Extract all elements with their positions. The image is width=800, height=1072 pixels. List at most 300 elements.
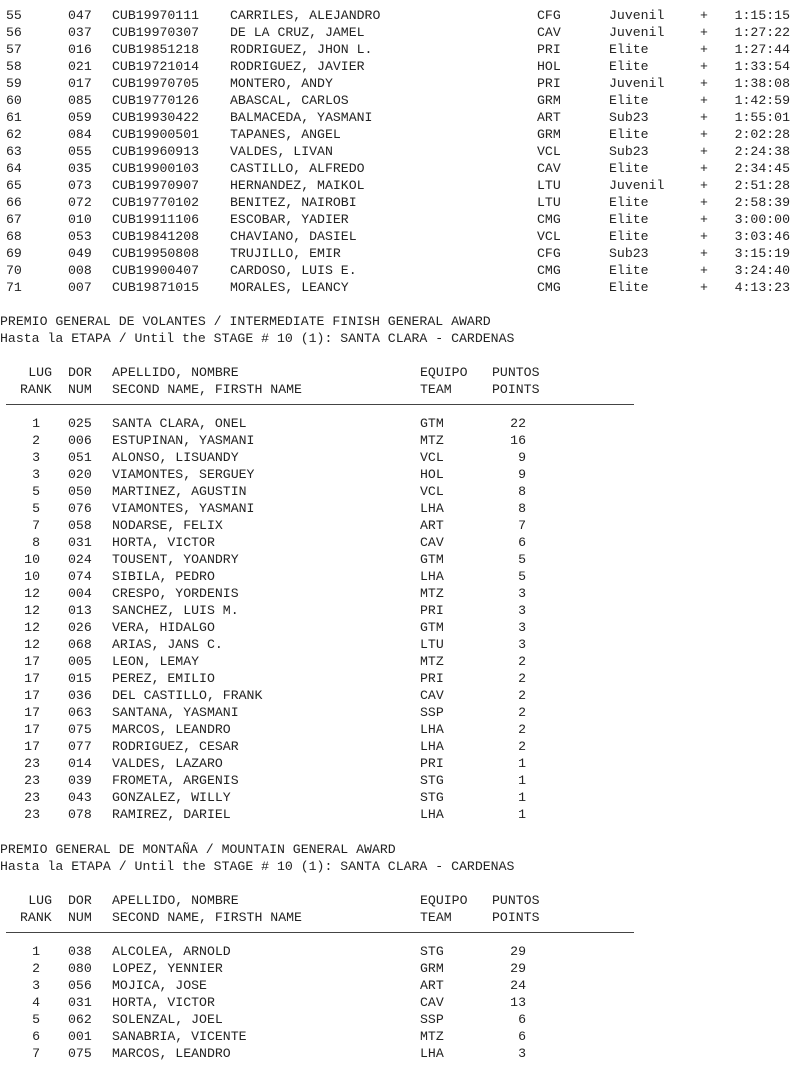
table-row	[0, 177, 800, 194]
name-cell: CRESPO, YORDENIS	[112, 586, 239, 601]
plus-sign: +	[700, 59, 708, 74]
volantes-title: PREMIO GENERAL DE VOLANTES / INTERMEDIATE FINISH GENERAL AWARD	[0, 314, 491, 329]
points-cell: 7	[518, 518, 526, 533]
name-cell: SANTANA, YASMANI	[112, 705, 239, 720]
col-dor: DOR	[68, 365, 92, 380]
time-gap-cell: 4:13:23	[734, 280, 790, 295]
col-team: EQUIPO	[420, 893, 468, 908]
rank-cell: 7	[32, 1046, 40, 1061]
name-cell: ARIAS, JANS C.	[112, 637, 223, 652]
rank-cell: 1	[32, 944, 40, 959]
name-cell: BALMACEDA, YASMANI	[230, 110, 373, 125]
bib-cell: 084	[68, 127, 92, 142]
col-num: NUM	[68, 910, 92, 925]
col-name: APELLIDO, NOMBRE	[112, 893, 239, 908]
plus-sign: +	[700, 263, 708, 278]
rank-cell: 63	[6, 144, 22, 159]
name-cell: LOPEZ, YENNIER	[112, 961, 223, 976]
table-row	[0, 1045, 800, 1062]
team-cell: SSP	[420, 705, 444, 720]
uci-id-cell: CUB19871015	[112, 280, 200, 295]
rank-cell: 17	[24, 654, 40, 669]
category-cell: Elite	[609, 195, 649, 210]
points-cell: 22	[510, 416, 526, 431]
team-cell: CMG	[537, 212, 561, 227]
uci-id-cell: CUB19721014	[112, 59, 200, 74]
bib-cell: 053	[68, 229, 92, 244]
points-cell: 6	[518, 1012, 526, 1027]
category-cell: Juvenil	[609, 25, 665, 40]
table-row	[0, 568, 800, 585]
col-name-en: SECOND NAME, FIRSTH NAME	[112, 910, 302, 925]
category-cell: Elite	[609, 42, 649, 57]
rank-cell: 60	[6, 93, 22, 108]
rank-cell: 12	[24, 603, 40, 618]
category-cell: Elite	[609, 212, 649, 227]
points-cell: 8	[518, 484, 526, 499]
team-cell: LHA	[420, 501, 444, 516]
team-cell: LTU	[420, 637, 444, 652]
table-row	[0, 466, 800, 483]
plus-sign: +	[700, 212, 708, 227]
bib-cell: 016	[68, 42, 92, 57]
time-gap-cell: 3:24:40	[734, 263, 790, 278]
rank-cell: 1	[32, 416, 40, 431]
plus-sign: +	[700, 25, 708, 40]
points-cell: 29	[510, 944, 526, 959]
points-cell: 2	[518, 654, 526, 669]
team-cell: PRI	[537, 76, 561, 91]
points-cell: 1	[518, 807, 526, 822]
bib-cell: 007	[68, 280, 92, 295]
name-cell: ALCOLEA, ARNOLD	[112, 944, 231, 959]
name-cell: MARCOS, LEANDRO	[112, 722, 231, 737]
plus-sign: +	[700, 93, 708, 108]
bib-cell: 056	[68, 978, 92, 993]
points-cell: 5	[518, 552, 526, 567]
name-cell: RODRIGUEZ, JAVIER	[230, 59, 365, 74]
team-cell: CMG	[537, 280, 561, 295]
plus-sign: +	[700, 178, 708, 193]
table-row	[0, 279, 800, 296]
name-cell: VIAMONTES, SERGUEY	[112, 467, 255, 482]
bib-cell: 050	[68, 484, 92, 499]
team-cell: PRI	[420, 603, 444, 618]
name-cell: CASTILLO, ALFREDO	[230, 161, 365, 176]
table-row	[0, 738, 800, 755]
category-cell: Juvenil	[609, 8, 665, 23]
col-team-en: TEAM	[420, 382, 452, 397]
rank-cell: 69	[6, 246, 22, 261]
team-cell: MTZ	[420, 433, 444, 448]
table-row	[0, 228, 800, 245]
name-cell: HORTA, VICTOR	[112, 535, 215, 550]
points-cell: 24	[510, 978, 526, 993]
uci-id-cell: CUB19970705	[112, 76, 200, 91]
time-gap-cell: 1:15:15	[734, 8, 790, 23]
points-cell: 9	[518, 450, 526, 465]
uci-id-cell: CUB19911106	[112, 212, 200, 227]
points-cell: 1	[518, 756, 526, 771]
uci-id-cell: CUB19770126	[112, 93, 200, 108]
uci-id-cell: CUB19930422	[112, 110, 200, 125]
col-team-en: TEAM	[420, 910, 452, 925]
team-cell: LTU	[537, 195, 561, 210]
name-cell: ESTUPINAN, YASMANI	[112, 433, 255, 448]
bib-cell: 025	[68, 416, 92, 431]
points-cell: 3	[518, 637, 526, 652]
rank-cell: 68	[6, 229, 22, 244]
name-cell: VERA, HIDALGO	[112, 620, 215, 635]
category-cell: Juvenil	[609, 178, 665, 193]
bib-cell: 078	[68, 807, 92, 822]
table-row	[0, 551, 800, 568]
name-cell: RAMIREZ, DARIEL	[112, 807, 231, 822]
bib-cell: 015	[68, 671, 92, 686]
plus-sign: +	[700, 195, 708, 210]
rank-cell: 17	[24, 705, 40, 720]
team-cell: LHA	[420, 1046, 444, 1061]
bib-cell: 051	[68, 450, 92, 465]
category-cell: Sub23	[609, 144, 649, 159]
points-cell: 3	[518, 603, 526, 618]
points-cell: 3	[518, 586, 526, 601]
name-cell: GONZALEZ, WILLY	[112, 790, 231, 805]
team-cell: GRM	[537, 93, 561, 108]
points-cell: 1	[518, 790, 526, 805]
rank-cell: 3	[32, 467, 40, 482]
bib-cell: 004	[68, 586, 92, 601]
table-row	[0, 109, 800, 126]
team-cell: STG	[420, 944, 444, 959]
uci-id-cell: CUB19970111	[112, 8, 200, 23]
rank-cell: 10	[24, 552, 40, 567]
name-cell: TAPANES, ANGEL	[230, 127, 341, 142]
rank-cell: 3	[32, 450, 40, 465]
bib-cell: 021	[68, 59, 92, 74]
points-cell: 6	[518, 1029, 526, 1044]
time-gap-cell: 1:55:01	[734, 110, 790, 125]
table-row	[0, 943, 800, 960]
points-cell: 3	[518, 1046, 526, 1061]
bib-cell: 049	[68, 246, 92, 261]
team-cell: SSP	[420, 1012, 444, 1027]
category-cell: Elite	[609, 229, 649, 244]
table-row	[0, 160, 800, 177]
name-cell: MORALES, LEANCY	[230, 280, 349, 295]
bib-cell: 062	[68, 1012, 92, 1027]
team-cell: VCL	[537, 144, 561, 159]
bib-cell: 013	[68, 603, 92, 618]
plus-sign: +	[700, 42, 708, 57]
team-cell: ART	[537, 110, 561, 125]
bib-cell: 080	[68, 961, 92, 976]
name-cell: BENITEZ, NAIROBI	[230, 195, 357, 210]
plus-sign: +	[700, 144, 708, 159]
team-cell: STG	[420, 773, 444, 788]
name-cell: SANABRIA, VICENTE	[112, 1029, 247, 1044]
plus-sign: +	[700, 8, 708, 23]
points-cell: 2	[518, 722, 526, 737]
col-num: NUM	[68, 382, 92, 397]
name-cell: RODRIGUEZ, CESAR	[112, 739, 239, 754]
time-gap-cell: 1:27:22	[734, 25, 790, 40]
team-cell: GRM	[537, 127, 561, 142]
col-rank: RANK	[20, 382, 52, 397]
name-cell: HERNANDEZ, MAIKOL	[230, 178, 365, 193]
bib-cell: 031	[68, 995, 92, 1010]
team-cell: LHA	[420, 739, 444, 754]
team-cell: CAV	[420, 995, 444, 1010]
table-row	[0, 619, 800, 636]
team-cell: CAV	[537, 25, 561, 40]
bib-cell: 058	[68, 518, 92, 533]
team-cell: MTZ	[420, 586, 444, 601]
category-cell: Sub23	[609, 110, 649, 125]
table-row	[0, 1011, 800, 1028]
name-cell: VALDES, LAZARO	[112, 756, 223, 771]
bib-cell: 047	[68, 8, 92, 23]
time-gap-cell: 2:02:28	[734, 127, 790, 142]
category-cell: Sub23	[609, 246, 649, 261]
name-cell: MARCOS, LEANDRO	[112, 1046, 231, 1061]
uci-id-cell: CUB19970907	[112, 178, 200, 193]
team-cell: CMG	[537, 263, 561, 278]
team-cell: CAV	[537, 161, 561, 176]
team-cell: LTU	[537, 178, 561, 193]
bib-cell: 076	[68, 501, 92, 516]
table-row	[0, 960, 800, 977]
uci-id-cell: CUB19900501	[112, 127, 200, 142]
table-row	[0, 7, 800, 24]
bib-cell: 059	[68, 110, 92, 125]
table-row	[0, 772, 800, 789]
points-cell: 2	[518, 705, 526, 720]
name-cell: ESCOBAR, YADIER	[230, 212, 349, 227]
table-row	[0, 483, 800, 500]
category-cell: Juvenil	[609, 76, 665, 91]
team-cell: CFG	[537, 8, 561, 23]
table-row	[0, 670, 800, 687]
table-row	[0, 994, 800, 1011]
bib-cell: 074	[68, 569, 92, 584]
team-cell: HOL	[537, 59, 561, 74]
col-name: APELLIDO, NOMBRE	[112, 365, 239, 380]
bib-cell: 038	[68, 944, 92, 959]
name-cell: MARTINEZ, AGUSTIN	[112, 484, 247, 499]
bib-cell: 075	[68, 1046, 92, 1061]
bib-cell: 068	[68, 637, 92, 652]
plus-sign: +	[700, 127, 708, 142]
team-cell: GTM	[420, 620, 444, 635]
rank-cell: 10	[24, 569, 40, 584]
bib-cell: 031	[68, 535, 92, 550]
bib-cell: 024	[68, 552, 92, 567]
bib-cell: 001	[68, 1029, 92, 1044]
time-gap-cell: 2:24:38	[734, 144, 790, 159]
team-cell: LHA	[420, 807, 444, 822]
time-gap-cell: 2:34:45	[734, 161, 790, 176]
volantes-subtitle: Hasta la ETAPA / Until the STAGE # 10 (1): SANTA CLARA - CARDENAS	[0, 331, 515, 346]
table-row	[0, 534, 800, 551]
name-cell: LEON, LEMAY	[112, 654, 200, 669]
rank-cell: 59	[6, 76, 22, 91]
points-cell: 16	[510, 433, 526, 448]
col-points: PUNTOS	[492, 365, 540, 380]
bib-cell: 072	[68, 195, 92, 210]
uci-id-cell: CUB19960913	[112, 144, 200, 159]
team-cell: VCL	[420, 450, 444, 465]
team-cell: CAV	[420, 688, 444, 703]
rank-cell: 7	[32, 518, 40, 533]
table-row	[0, 41, 800, 58]
montana-title: PREMIO GENERAL DE MONTAÑA / MOUNTAIN GENERAL AWARD	[0, 842, 396, 857]
table-row	[0, 211, 800, 228]
points-cell: 6	[518, 535, 526, 550]
uci-id-cell: CUB19900103	[112, 161, 200, 176]
col-dor: DOR	[68, 893, 92, 908]
rank-cell: 8	[32, 535, 40, 550]
bib-cell: 085	[68, 93, 92, 108]
bib-cell: 075	[68, 722, 92, 737]
table-row	[0, 517, 800, 534]
table-row	[0, 687, 800, 704]
points-cell: 1	[518, 773, 526, 788]
category-cell: Elite	[609, 59, 649, 74]
bib-cell: 073	[68, 178, 92, 193]
bib-cell: 036	[68, 688, 92, 703]
name-cell: SANTA CLARA, ONEL	[112, 416, 247, 431]
header-divider	[6, 404, 634, 405]
header-divider	[6, 932, 634, 933]
rank-cell: 67	[6, 212, 22, 227]
table-row	[0, 24, 800, 41]
name-cell: VIAMONTES, YASMANI	[112, 501, 255, 516]
rank-cell: 17	[24, 739, 40, 754]
table-row	[0, 653, 800, 670]
rank-cell: 2	[32, 433, 40, 448]
team-cell: ART	[420, 978, 444, 993]
name-cell: CARDOSO, LUIS E.	[230, 263, 357, 278]
plus-sign: +	[700, 161, 708, 176]
rank-cell: 6	[32, 1029, 40, 1044]
time-gap-cell: 2:58:39	[734, 195, 790, 210]
category-cell: Elite	[609, 263, 649, 278]
name-cell: DE LA CRUZ, JAMEL	[230, 25, 365, 40]
category-cell: Elite	[609, 93, 649, 108]
table-row	[0, 449, 800, 466]
points-cell: 2	[518, 688, 526, 703]
table-row	[0, 704, 800, 721]
bib-cell: 005	[68, 654, 92, 669]
name-cell: FROMETA, ARGENIS	[112, 773, 239, 788]
table-row	[0, 143, 800, 160]
time-gap-cell: 2:51:28	[734, 178, 790, 193]
category-cell: Elite	[609, 280, 649, 295]
table-row	[0, 500, 800, 517]
table-row	[0, 636, 800, 653]
table-row	[0, 721, 800, 738]
table-row	[0, 755, 800, 772]
team-cell: PRI	[537, 42, 561, 57]
rank-cell: 5	[32, 1012, 40, 1027]
points-cell: 2	[518, 739, 526, 754]
team-cell: PRI	[420, 671, 444, 686]
time-gap-cell: 1:38:08	[734, 76, 790, 91]
name-cell: NODARSE, FELIX	[112, 518, 223, 533]
team-cell: LHA	[420, 569, 444, 584]
team-cell: VCL	[537, 229, 561, 244]
uci-id-cell: CUB19841208	[112, 229, 200, 244]
rank-cell: 64	[6, 161, 22, 176]
team-cell: HOL	[420, 467, 444, 482]
name-cell: DEL CASTILLO, FRANK	[112, 688, 263, 703]
rank-cell: 55	[6, 8, 22, 23]
rank-cell: 23	[24, 790, 40, 805]
team-cell: GRM	[420, 961, 444, 976]
rank-cell: 66	[6, 195, 22, 210]
rank-cell: 4	[32, 995, 40, 1010]
team-cell: CFG	[537, 246, 561, 261]
rank-cell: 17	[24, 671, 40, 686]
points-cell: 8	[518, 501, 526, 516]
table-row	[0, 977, 800, 994]
bib-cell: 077	[68, 739, 92, 754]
col-lug: LUG	[28, 893, 52, 908]
points-cell: 29	[510, 961, 526, 976]
rank-cell: 23	[24, 807, 40, 822]
name-cell: TRUJILLO, EMIR	[230, 246, 341, 261]
name-cell: VALDES, LIVAN	[230, 144, 333, 159]
name-cell: SIBILA, PEDRO	[112, 569, 215, 584]
table-row	[0, 1028, 800, 1045]
team-cell: PRI	[420, 756, 444, 771]
rank-cell: 61	[6, 110, 22, 125]
table-row	[0, 262, 800, 279]
name-cell: ALONSO, LISUANDY	[112, 450, 239, 465]
rank-cell: 62	[6, 127, 22, 142]
rank-cell: 12	[24, 637, 40, 652]
rank-cell: 5	[32, 484, 40, 499]
bib-cell: 006	[68, 433, 92, 448]
bib-cell: 039	[68, 773, 92, 788]
category-cell: Elite	[609, 127, 649, 142]
uci-id-cell: CUB19770102	[112, 195, 200, 210]
bib-cell: 037	[68, 25, 92, 40]
team-cell: GTM	[420, 416, 444, 431]
rank-cell: 71	[6, 280, 22, 295]
rank-cell: 58	[6, 59, 22, 74]
rank-cell: 56	[6, 25, 22, 40]
team-cell: CAV	[420, 535, 444, 550]
col-points: PUNTOS	[492, 893, 540, 908]
category-cell: Elite	[609, 161, 649, 176]
time-gap-cell: 1:42:59	[734, 93, 790, 108]
col-name-en: SECOND NAME, FIRSTH NAME	[112, 382, 302, 397]
rank-cell: 12	[24, 620, 40, 635]
rank-cell: 17	[24, 722, 40, 737]
team-cell: MTZ	[420, 1029, 444, 1044]
table-row	[0, 245, 800, 262]
uci-id-cell: CUB19950808	[112, 246, 200, 261]
col-points-en: POINTS	[492, 910, 540, 925]
bib-cell: 008	[68, 263, 92, 278]
time-gap-cell: 1:33:54	[734, 59, 790, 74]
name-cell: SOLENZAL, JOEL	[112, 1012, 223, 1027]
plus-sign: +	[700, 280, 708, 295]
uci-id-cell: CUB19851218	[112, 42, 200, 57]
col-lug: LUG	[28, 365, 52, 380]
